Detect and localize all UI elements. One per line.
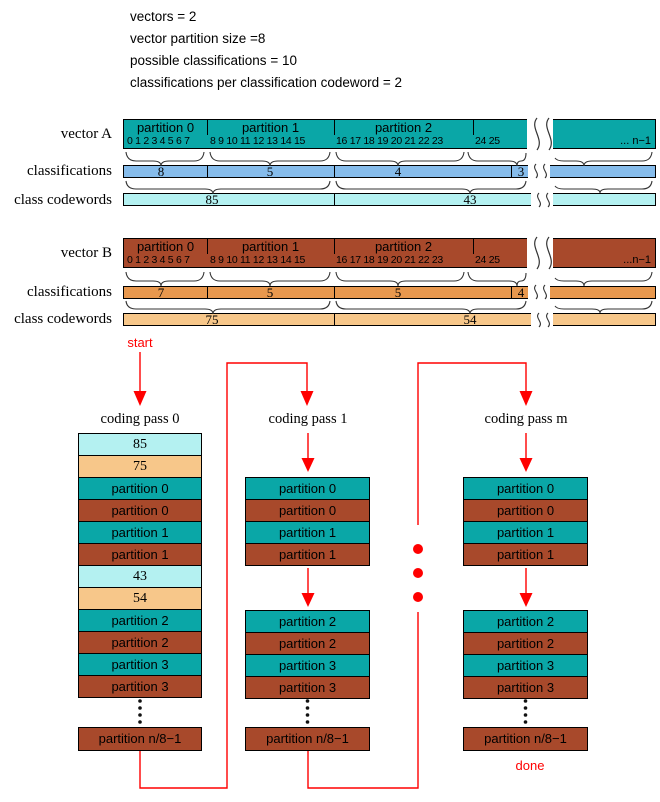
arrow-down-icon (302, 458, 315, 472)
vector-a-codewords-label: class codewords (14, 192, 112, 208)
pass0-box-partition0-b: partition 0 (78, 499, 202, 522)
divider (334, 120, 335, 135)
vector-b-classifications-box (123, 286, 656, 299)
divider (473, 239, 474, 254)
arrow-down-icon (520, 593, 533, 607)
codeword-value: 85 (205, 192, 219, 207)
header-line-classifications-per-codeword: classifications per classification codeword = 2 (130, 75, 403, 90)
classification-value: 5 (266, 285, 274, 300)
arrow-down-icon (301, 391, 314, 406)
pass1-box-partition0-b: partition 0 (245, 499, 370, 522)
passm-box-partition0-a: partition 0 (463, 477, 588, 500)
vector-b-tail: ...n−1 (623, 254, 651, 266)
header-line-vectors: vectors = 2 (130, 9, 197, 24)
pass1-tail-box: partition n/8−1 (245, 727, 370, 751)
vector-a-classifications-label: classifications (27, 163, 112, 179)
passm-box-partition3-a: partition 3 (463, 654, 588, 677)
vector-a-classifications-box (123, 165, 656, 178)
pass0-box-partition3-a: partition 3 (78, 653, 202, 676)
divider (334, 314, 335, 325)
column-ellipsis-dots (138, 699, 527, 724)
passm-box-partition1-b: partition 1 (463, 543, 588, 566)
header-line-possible-classifications: possible classifications = 10 (130, 53, 297, 68)
vector-a-box (123, 119, 656, 149)
divider (511, 166, 512, 177)
vector-a-partition0-label: partition 0 (136, 120, 195, 135)
pass1-box-partition2-a: partition 2 (245, 610, 370, 633)
header-line-partition-size: vector partition size =8 (130, 31, 266, 46)
pass0-box-54: 54 (78, 587, 202, 610)
pass0-box-partition3-b: partition 3 (78, 675, 202, 698)
arrow-down-icon (134, 391, 147, 406)
passm-tail-box: partition n/8−1 (463, 727, 588, 751)
vector-b-numbers-3: 24 25 (475, 254, 500, 266)
vector-b-numbers-0: 0 1 2 3 4 5 6 7 (127, 254, 190, 266)
codeword-value: 75 (205, 312, 219, 327)
classification-value: 4 (517, 285, 525, 300)
codeword-value: 43 (463, 192, 477, 207)
vector-b-numbers-2: 16 17 18 19 20 21 22 23 (336, 254, 443, 266)
pass0-box-partition0-a: partition 0 (78, 477, 202, 500)
pass0-tail-box: partition n/8−1 (78, 727, 202, 751)
vector-b-box (123, 238, 656, 268)
divider (207, 166, 208, 177)
divider (334, 239, 335, 254)
passm-box-partition3-b: partition 3 (463, 676, 588, 699)
arrow-down-icon (302, 593, 315, 607)
classification-value: 3 (517, 164, 525, 179)
arrow-down-icon (520, 391, 533, 406)
coding-pass-m-label: coding pass m (484, 411, 568, 427)
pass0-box-43: 43 (78, 565, 202, 588)
vector-a-numbers-1: 8 9 10 11 12 13 14 15 (210, 135, 306, 147)
vector-b-numbers-1: 8 9 10 11 12 13 14 15 (210, 254, 306, 266)
divider (334, 287, 335, 298)
vector-b-codewords-box (123, 313, 656, 326)
divider (207, 239, 208, 254)
coding-pass-0-label: coding pass 0 (100, 411, 180, 427)
vector-a-partition2-label: partition 2 (374, 120, 433, 135)
codeword-value: 54 (463, 312, 477, 327)
pass1-box-partition0-a: partition 0 (245, 477, 370, 500)
vector-a-partition1-label: partition 1 (241, 120, 300, 135)
vector-a-tail: ... n−1 (620, 135, 651, 147)
divider (207, 120, 208, 135)
vector-a-partition-braces (126, 152, 652, 166)
classification-value: 5 (266, 164, 274, 179)
arrow-down-icon (520, 458, 533, 472)
vector-b-partition0-label: partition 0 (136, 239, 195, 254)
vector-a-numbers-0: 0 1 2 3 4 5 6 7 (127, 135, 190, 147)
classification-value: 4 (394, 164, 402, 179)
passm-box-partition0-b: partition 0 (463, 499, 588, 522)
divider (334, 194, 335, 205)
done-label: done (515, 758, 545, 773)
passm-box-partition2-b: partition 2 (463, 632, 588, 655)
divider (473, 120, 474, 135)
vector-b-partition2-label: partition 2 (374, 239, 433, 254)
vector-b-partition1-label: partition 1 (241, 239, 300, 254)
passm-box-partition1-a: partition 1 (463, 521, 588, 544)
vector-b-codewords-label: class codewords (14, 311, 112, 327)
pass0-box-partition1-a: partition 1 (78, 521, 202, 544)
passm-box-partition2-a: partition 2 (463, 610, 588, 633)
vector-b-label: vector B (60, 245, 112, 261)
pass1-box-partition3-a: partition 3 (245, 654, 370, 677)
pass0-box-75: 75 (78, 455, 202, 478)
pass1-box-partition2-b: partition 2 (245, 632, 370, 655)
divider (511, 287, 512, 298)
vector-b-partition-braces (126, 272, 652, 286)
pass1-box-partition3-b: partition 3 (245, 676, 370, 699)
classification-value: 7 (157, 285, 165, 300)
vector-a-codewords-box (123, 193, 656, 206)
pass0-box-partition1-b: partition 1 (78, 543, 202, 566)
pass0-box-partition2-a: partition 2 (78, 609, 202, 632)
pass1-box-partition1-b: partition 1 (245, 543, 370, 566)
vector-a-numbers-3: 24 25 (475, 135, 500, 147)
pass0-box-85: 85 (78, 433, 202, 456)
coding-pass-1-label: coding pass 1 (268, 411, 348, 427)
classification-value: 8 (157, 164, 165, 179)
divider (207, 287, 208, 298)
pass0-box-partition2-b: partition 2 (78, 631, 202, 654)
pass-ellipsis-dots (413, 544, 423, 602)
divider (334, 166, 335, 177)
vector-a-numbers-2: 16 17 18 19 20 21 22 23 (336, 135, 443, 147)
vector-b-classifications-label: classifications (27, 284, 112, 300)
classification-value: 5 (394, 285, 402, 300)
start-label: start (127, 335, 153, 350)
pass1-box-partition1-a: partition 1 (245, 521, 370, 544)
vector-a-label: vector A (60, 126, 112, 142)
